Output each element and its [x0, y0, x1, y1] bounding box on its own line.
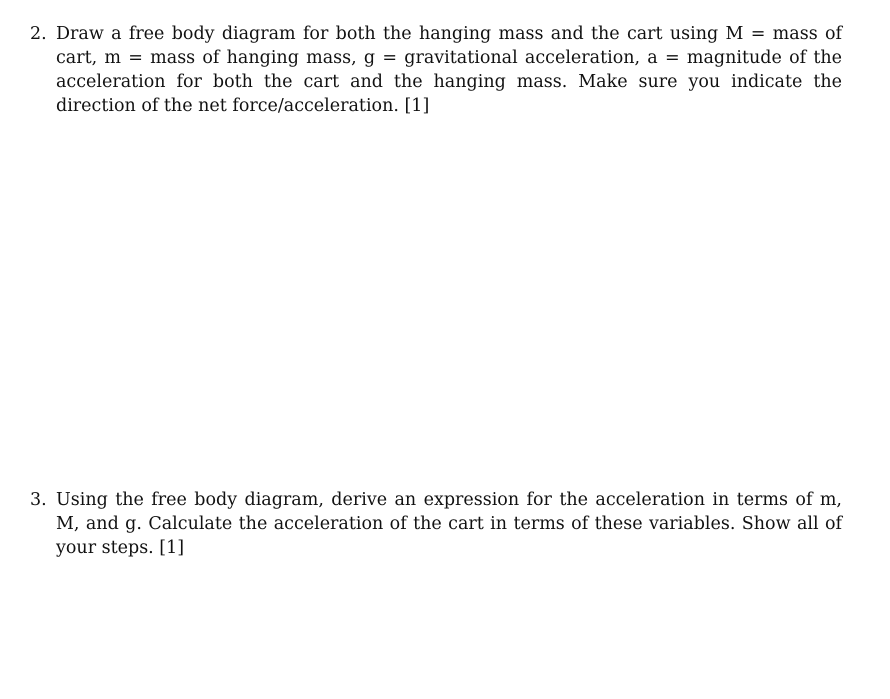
question-2 — [30, 22, 842, 118]
question-number: 3. — [30, 490, 47, 510]
question-number: 2. — [30, 24, 47, 44]
question-3 — [30, 488, 842, 560]
question-text: Using the free body diagram, derive an expression for the acceleration in terms of m, M, and g. Calculate the acceleration of the cart in terms of these variables. Show all of your steps. [1] — [56, 490, 842, 558]
question-text: Draw a free body diagram for both the hanging mass and the cart using M = mass of cart, m = mass of hanging mass, g = gravitational acceleration, a = magnitude of the acceleration for both the cart and the hanging mass. Make sure you indicate the direction of the net force/acceleration. [1] — [56, 24, 842, 116]
